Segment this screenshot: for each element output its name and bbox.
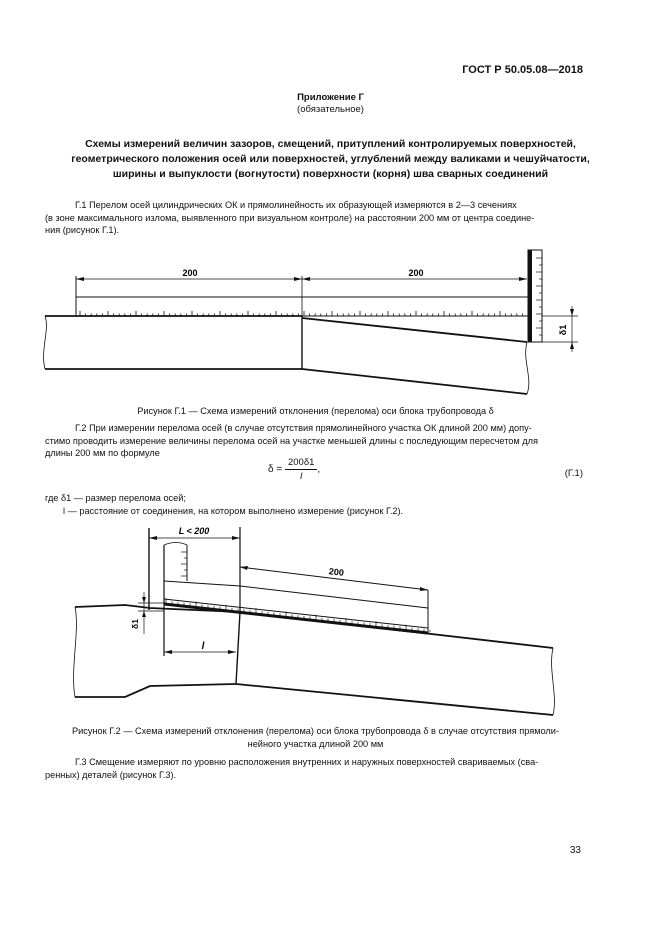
paragraph-line: (в зоне максимального излома, выявленного при визуальном контроле) на расстоянии 200 мм от центра соедине- — [45, 212, 535, 223]
paragraph-line: Г.2 При измерении перелома осей (в случае отсутствия прямолинейного участка ОК длиной 200 мм) допу- — [75, 423, 532, 433]
figure2-caption-line-1: Рисунок Г.2 — Схема измерений отклонения (перелома) оси блока трубопровода δ в случае отсутствия прямоли- — [72, 726, 559, 736]
figure2-caption — [45, 725, 586, 750]
fig1-delta-label: δ1 — [558, 324, 568, 336]
formula-lhs: δ = — [268, 464, 283, 476]
paragraph-line: ренных) деталей (рисунок Г.3). — [45, 769, 177, 780]
paragraph-line: Г.3 Смещение измеряют по уровню расположения внутренних и наружных поверхностей свариваемых (сва- — [75, 757, 539, 767]
figure2-caption-line-2: нейного участка длиной 200 мм — [247, 738, 384, 749]
paragraph-line: Г.1 Перелом осей цилиндрических ОК и прямолинейность их образующей измеряются в 2—3 сечениях — [75, 200, 517, 210]
fig2-dim-top: L < 200 — [178, 526, 210, 536]
formula-denominator: l — [300, 471, 303, 482]
where-line-1: где δ1 — размер перелома осей; — [45, 493, 186, 503]
fig2-dim-l: l — [201, 641, 205, 652]
appendix-subtitle: (обязательное) — [297, 104, 364, 115]
paragraph-g3 — [45, 756, 586, 781]
standard-header: ГОСТ Р 50.05.08—2018 — [462, 64, 583, 76]
paragraph-line: стимо проводить измерение величины перелома осей на участке меньшей длины с последующим пересчетом для — [45, 435, 538, 446]
appendix-title: Приложение Г — [297, 92, 364, 103]
page-number: 33 — [569, 845, 581, 856]
fig1-dim-right: 200 — [408, 268, 424, 278]
fig1-dim-left: 200 — [182, 268, 198, 278]
formula-number: (Г.1) — [564, 468, 583, 479]
section-title: Схемы измерений величин зазоров, смещений, притуплений контролируемых поверхностей, геометрического положения осей или поверхностей, углублений между валиками и чешуйчатости, ширины и выпуклости (вогнутости) поверхности (корня) шва сварных соединений — [71, 138, 590, 180]
formula-numerator: 200δ1 — [285, 457, 317, 470]
formula-suffix: , — [317, 464, 321, 476]
fig2-delta-label: δ1 — [130, 619, 140, 629]
paragraph-line: длины 200 мм по формуле — [45, 448, 160, 458]
figure1-caption: Рисунок Г.1 — Схема измерений отклонения (перелома) оси блока трубопровода δ — [137, 406, 494, 416]
where-line-2: l — расстояние от соединения, на котором выполнено измерение (рисунок Г.2). — [63, 505, 404, 516]
fig2-dim-ruler: 200 — [328, 566, 345, 578]
paragraph-line: ния (рисунок Г.1). — [45, 225, 120, 235]
